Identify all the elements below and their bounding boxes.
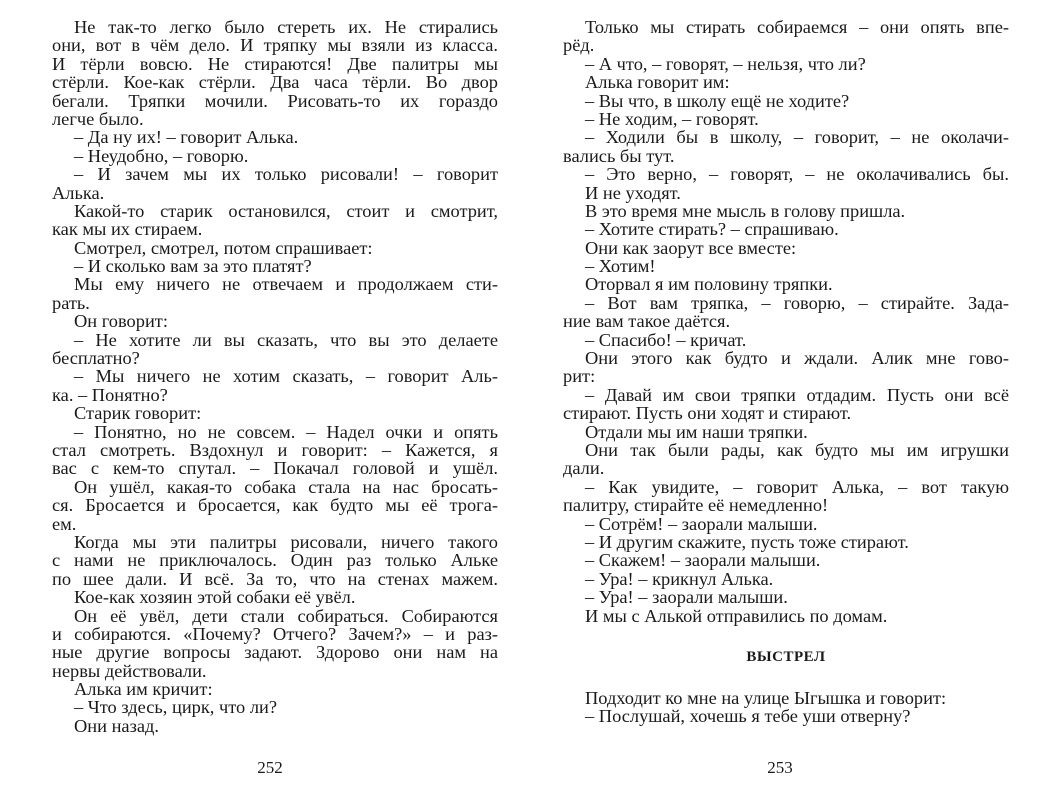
- text-line: – Неудобно, – говорю.: [74, 145, 249, 166]
- text-line: – Вот вам тряпка, – говорю, – стирайте. Зада-: [585, 292, 1009, 313]
- text-line: И мы с Алькой отправились по домам.: [585, 605, 888, 626]
- text-line: рёд.: [563, 35, 595, 56]
- text-line: – Давай им свои тряпки отдадим. Пусть они всё: [585, 384, 1009, 405]
- text-line: стёрли. Кое-как стёрли. Два часа тёрли. Во двор: [52, 72, 498, 93]
- text-line: ем.: [52, 513, 77, 534]
- right-page: [563, 18, 1009, 726]
- text-line: – Это верно, – говорят, – не околачивались бы.: [585, 164, 1009, 185]
- text-line: ка. – Понятно?: [52, 384, 168, 405]
- text-line: рит:: [563, 366, 596, 387]
- text-line: – Спасибо! – кричат.: [585, 329, 747, 350]
- text-line: Они так были рады, как будто мы им игрушки: [585, 439, 1009, 460]
- text-line: Он ушёл, какая-то собака стала на нас бросать-: [74, 476, 498, 497]
- text-line: Подходит ко мне на улице Ыгышка и говорит:: [585, 687, 947, 708]
- text-line: – Ходили бы в школу, – говорит, – не околачи-: [585, 127, 1009, 148]
- section-gap: [563, 625, 1009, 648]
- page-number-left: 252: [257, 758, 283, 777]
- text-line: Не так-то легко было стереть их. Не стирались: [74, 17, 498, 37]
- text-line: легче было.: [52, 108, 144, 129]
- text-line: – Не хотите ли вы сказать, что вы это делаете: [74, 329, 498, 350]
- text-line: Когда мы эти палитры рисовали, ничего такого: [74, 531, 498, 552]
- text-line: И не уходят.: [585, 182, 681, 203]
- text-line: – Хотите стирать? – спрашиваю.: [585, 219, 839, 240]
- text-line: – Как увидите, – говорит Алька, – вот такую: [585, 476, 1009, 497]
- left-page-text: [52, 18, 498, 735]
- text-line: – Скажем! – заорали малыши.: [585, 550, 821, 571]
- chapter-opening-text: [563, 689, 1009, 726]
- text-line: Отдали мы им наши тряпки.: [585, 421, 808, 442]
- text-line: – И другим скажите, пусть тоже стирают.: [585, 531, 909, 552]
- text-line: вались бы тут.: [563, 145, 675, 166]
- text-line: стирают. Пусть они ходят и стирают.: [563, 403, 852, 424]
- text-line: – Не ходим, – говорят.: [585, 108, 759, 129]
- text-line: Алька им кричит:: [74, 679, 213, 700]
- text-line: Мы ему ничего не отвечаем и продолжаем сти-: [74, 274, 498, 295]
- text-line: Только мы стирать собираемся – они опять впе-: [585, 17, 1009, 37]
- section-gap: [563, 666, 1009, 689]
- text-line: рать.: [52, 292, 90, 313]
- left-page: [52, 18, 498, 735]
- text-line: – Да ну их! – говорит Алька.: [74, 127, 299, 148]
- text-line: ные другие вопросы задают. Здорово они нам на: [52, 642, 498, 663]
- text-line: – Мы ничего не хотим сказать, – говорит Аль-: [74, 366, 498, 387]
- text-line: палитру, стирайте её немедленно!: [563, 495, 829, 516]
- text-line: – Ура! – заорали малыши.: [585, 587, 788, 608]
- text-line: Кое-как хозяин этой собаки её увёл.: [74, 587, 356, 608]
- text-line: – Послушай, хочешь я тебе уши отверну?: [585, 706, 911, 727]
- text-line: и собираются. «Почему? Отчего? Зачем?» – и раз-: [52, 623, 498, 644]
- text-line: Алька.: [52, 182, 105, 203]
- text-line: – Сотрём! – заорали малыши.: [585, 513, 818, 534]
- text-line: Смотрел, смотрел, потом спрашивает:: [74, 237, 373, 258]
- text-line: по шее дали. И всё. За то, что на стенах мажем.: [52, 568, 498, 589]
- chapter-heading: ВЫСТРЕЛ: [746, 648, 826, 665]
- text-line: Он её увёл, дети стали собираться. Собираются: [74, 605, 498, 626]
- text-line: – А что, – говорят, – нельзя, что ли?: [585, 53, 866, 74]
- text-line: – Понятно, но не совсем. – Надел очки и опять: [74, 421, 498, 442]
- text-line: – И зачем мы их только рисовали! – говорит: [74, 164, 498, 185]
- text-line: они, вот в чём дело. И тряпку мы взяли из класса.: [52, 35, 498, 56]
- text-line: стал смотреть. Вздохнул и говорит: – Кажется, я: [52, 439, 498, 460]
- text-line: – Ура! – крикнул Алька.: [585, 568, 774, 589]
- text-line: ся. Бросается и бросается, как будто мы её трога-: [52, 495, 498, 516]
- text-line: Старик говорит:: [74, 403, 202, 424]
- text-line: – Что здесь, цирк, что ли?: [74, 697, 278, 718]
- text-line: Они как заорут все вместе:: [585, 237, 797, 258]
- text-line: – Хотим!: [585, 256, 656, 277]
- text-line: с нами не приключалось. Один раз только Альке: [52, 550, 498, 571]
- text-line: бесплатно?: [52, 348, 140, 369]
- text-line: И тёрли вовсю. Не стираются! Две палитры мы: [52, 53, 498, 74]
- text-line: Алька говорит им:: [585, 72, 730, 93]
- text-line: Они назад.: [74, 715, 159, 736]
- text-line: Он говорит:: [74, 311, 168, 332]
- text-line: – Вы что, в школу ещё не ходите?: [585, 90, 850, 111]
- text-line: Какой-то старик остановился, стоит и смотрит,: [74, 200, 498, 221]
- page-number-right: 253: [767, 758, 793, 777]
- text-line: дали.: [563, 458, 605, 479]
- text-line: ние вам такое даётся.: [563, 311, 731, 332]
- right-page-text: [563, 18, 1009, 625]
- text-line: Они этого как будто и ждали. Алик мне гово-: [585, 348, 1009, 369]
- text-line: – И сколько вам за это платят?: [74, 256, 312, 277]
- text-line: бегали. Тряпки мочили. Рисовать-то их гораздо: [52, 90, 498, 111]
- text-line: В это время мне мысль в голову пришла.: [585, 200, 906, 221]
- text-line: вас с кем-то спутал. – Покачал головой и ушёл.: [52, 458, 498, 479]
- text-line: Оторвал я им половину тряпки.: [585, 274, 833, 295]
- text-line: нервы действовали.: [52, 660, 207, 681]
- text-line: как мы их стираем.: [52, 219, 203, 240]
